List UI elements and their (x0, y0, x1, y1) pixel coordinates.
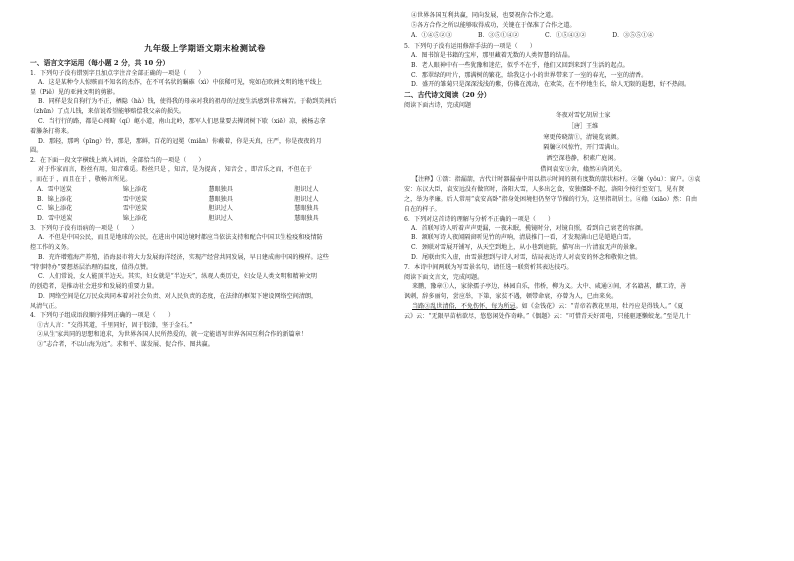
option-a-cont: 控工作的义务。 (30, 243, 73, 251)
passage-line: 讽刺，辞多丽句，尝应举，下第，家贫不遇，顿带命衰，亦曾为人，已由来矣。 (404, 293, 618, 301)
option-c (30, 205, 380, 212)
poem-line-2: 隔牖②风惊竹，开门雪满山。 (543, 144, 623, 152)
option-d: D．那轻，那鸣（pīng）铃，那是，那鲜，百花的冠冕（miǎn）你戴着，你是天真，庄严，你是夜夜的月 (38, 137, 322, 145)
passage-line: 云》云：“无限旱苗枯欲尽，悠悠闲处作奇峰。”《偶题》云：“可惜青天好雷电，只能驱逐懒蛟龙。”至是几十 (404, 312, 691, 320)
option-b: B．充许增殖海产养殖，沿海县市将大力发展海洋经济，实现产经营共同发展，早日建成南中国的模样。这些 (38, 253, 329, 261)
poem (404, 112, 762, 173)
option-c: C．人们常说，女人能顶半边天。其实，妇女就是“半边天”，纵观人类历史，妇女是人类文明和精神文明 (38, 273, 318, 281)
passage-line (404, 303, 762, 310)
question-6 (404, 216, 762, 262)
option-a: A．图书馆是书籍的宝库，那里藏着无数的人类智慧的结晶。 (411, 51, 574, 59)
option-d: D．③⑤⑤①④ (612, 31, 654, 39)
question-2 (30, 157, 380, 222)
note-line: 安：东汉大臣，袁安远没有做官时，洛阳大雪，人多出乞食，安独僵卧不起，洛阳令按行至安门，见有贤 (404, 186, 685, 194)
section-heading-1: 一、语言文字运用（每小题 2 分，共 10 分） (30, 58, 170, 67)
passage-line: 来鹏，豫章①人，家徐孺子亭边，林园自乐，伟桥，柳为义。大中、咸通②间，才名籍甚，麒工诗，善 (412, 283, 687, 291)
option-b (30, 196, 380, 203)
option-a: A．这是某种令人惊赅而不知名的杰作，在不可名状的瞩碓（xì）中依稀可见，宛如在欧洲文明的地平线上 (38, 78, 323, 86)
option-word: C．锦上添花 (37, 205, 73, 213)
page-title: 九年级上学期语文期末检测试卷 (144, 43, 266, 53)
option-b: B．同样是发自狗行为不正，栖隐（hà）钱，使得我的母亲对我的祖母的过度生活感到非常痛苦。于勒到美洲后 (38, 98, 337, 106)
option-a (30, 186, 380, 193)
option-word: 雪中送炭 (122, 205, 148, 213)
option-word: 锦上添花 (122, 185, 148, 193)
question-stem: 1．下列句子没有错别字且加点字注音全部正确的一项是（ ） (30, 69, 205, 77)
underlined-phrase: 当路③ (412, 302, 431, 310)
option-c-cont: 的创造者，是推动社会进步和发展的重要力量。 (30, 283, 158, 291)
option-word: B．锦上添花 (37, 195, 72, 203)
option-word: 锦上添花 (122, 215, 148, 223)
sentence-4: ④世界各国互利共赢，同向发展，也要祝你合作之道。 (411, 12, 558, 19)
option-word: 慧眼独具 (208, 185, 233, 193)
passage-line: 对于作家而言，粉丝有用，知音难觅。粉丝只是 ，知音，是为提高 ，知音会 ，即音乐之而，不但在于 (38, 166, 312, 174)
option-word: 雪中送炭 (122, 195, 148, 203)
passage-instruction: 阅读下面文言文，完成问题。 (404, 273, 484, 281)
poem-title: 冬夜对雪忆胡居士家 (555, 112, 611, 120)
classical-passage (404, 283, 762, 320)
poem-notes (404, 176, 762, 213)
poem-instruction: 阅读下面古诗，完成问题 (404, 102, 472, 110)
right-column (404, 12, 762, 323)
option-c-cont: 着籐条打将来。 (30, 127, 73, 135)
sentence-1: ①古人言：“交得其道，千里同好，固于胶漆，坚于金石。” (37, 321, 193, 329)
option-d: D．网络空间是亿万民众共同本着对社会负责、对人民负责的态度，在法律的框架下建设网络空间清朗， (38, 292, 318, 300)
question-stem: 2．在下面一段文字横线上填入词语，全部恰当的一项是（ ） (30, 157, 205, 165)
note-line: 自在的样子。 (404, 205, 441, 213)
poem-author: ［唐］王维 (567, 122, 599, 130)
option-word: D．雪中送炭 (37, 215, 73, 223)
underlined-sentence: 乱世清俗，不免伤怀，每为所忌 (430, 302, 516, 310)
option-d-cont: 风清气正。 (30, 302, 61, 310)
sentence-5: ⑤各方合作之所以能够取得成功，关键在于保准了合作之道。 (411, 21, 576, 29)
option-word: A．雪中送炭 (37, 185, 72, 193)
option-d (30, 215, 380, 222)
question-4-options (404, 32, 762, 39)
poem-line-1: 寒更传晓箭①，清镜览衰颜。 (543, 133, 623, 141)
option-a: A．首联写诗人听着声声更漏，一夜未眠，揽镜时分，对镜自照，看到自己衰老的容颜。 (411, 224, 647, 232)
option-b-cont: “特事特办”要想基层治理的温度，值得点赞。 (30, 263, 153, 271)
question-1 (30, 70, 380, 155)
option-a: A．不但是中国公民，而且是地球的公民，在进出中国边境时都应当依法支持和配合中国卫生检疫和疫情防 (38, 234, 323, 242)
option-word: 胆识过人 (294, 185, 319, 193)
question-stem: 3．下列句子没有语病的一项是（ ） (30, 225, 138, 232)
option-word: 慧眼独具 (208, 195, 233, 203)
question-5 (404, 43, 762, 89)
option-word: 慧眼独具 (294, 205, 319, 213)
option-c: C．那翠绿的叶片，那满树的繁花，给我这小小的世界带来了一室的春光，一室的清香。 (411, 71, 648, 79)
question-4 (30, 312, 380, 348)
option-word: 胆识过人 (208, 215, 233, 223)
option-a-cont: 显（Piě）见的亚洲文明的剪影。 (30, 88, 119, 96)
question-stem: 6．下列对这首诗的理解与分析不正确的一项是（ ） (404, 215, 555, 223)
passage-line: ，而在于 ，而且在于 ，敬畅言所见。 (30, 176, 132, 184)
question-7: 7．本诗中间两联为写雪景名句，请任选一联赏析其表达技巧。 (404, 263, 573, 271)
passage-text: 。如《金钱花》云：“青帝若教花里用，牡丹应是得钱人。”《夏 (515, 302, 684, 310)
option-b: B．颔联写诗人夜闻隔窗听见竹的声响，清晨推门一看，才发现满山已是皑皑白雪。 (411, 234, 635, 242)
question-stem: 5．下列句子没有运用修辞手法的一项是（ ） (404, 42, 536, 50)
option-d: D．盛开的雏菊只是深深浅浅的紫，仿佛在流动，在欢笑，在不停地生长，给人无限的遐想，好不热闹。 (411, 81, 691, 89)
option-d-cont: 圆。 (30, 147, 43, 155)
option-b: B．③⑤①④② (477, 31, 520, 39)
option-b-cont: （zhūn）了点儿钱，来信说希望能够赔偿我父亲的损失。 (30, 108, 186, 116)
option-d: D．尾联由实入虚，由雪景想到与诗人对雪，结局表达诗人对袁安的怀念和敬仰之情。 (411, 254, 642, 262)
sentence-2: ②从生'家共同的思想和追求，为世界各国人民所热爱的，就一定能谱写世界各国互利合作的新篇章！ (37, 331, 307, 339)
option-b: B．老人眼神中有一些犹豫和迷茫，似乎不在乎，他们又回到来到了生活的起点。 (411, 61, 629, 69)
section-heading-2: 二、古代诗文阅读（20 分） (404, 91, 491, 100)
poem-line-4: 借问袁安③舍，翛然④尚闭关。 (540, 165, 626, 173)
poem-line-3: 洒空深巷静，积素广庭闲。 (546, 155, 620, 163)
sentence-3: ③“志合者，不以山海为远”。求和平、谋发展、促合作、图共赢。 (37, 341, 214, 349)
option-word: 慧眼独具 (294, 215, 319, 223)
note-line: 之，举为孝廉。后人常用“袁安高卧”指身处困境但仍坚守节操的行为，这里指胡居士。④翛（xiāo）然：自由 (404, 195, 698, 203)
option-c: C．①⑤④③② (545, 31, 587, 39)
question-3 (30, 225, 380, 310)
option-word: 胆识过人 (294, 195, 319, 203)
option-word: 胆识过人 (208, 205, 233, 213)
note-line: 【注释】①箭：指漏箭，古代计时器漏壶中用以指示时间的刻有度数的箭状标杆。②牖（yǒu）：窗户。③袁 (412, 176, 701, 184)
option-c: C．当行行的路，都是心闯畸（qí）岖小道，南山北岭，那军人们思量要去撵闭树下歇（xiē）凉，被杨志拿 (38, 118, 326, 125)
left-column (30, 12, 380, 351)
question-stem: 4．下列句子组成语段顺序排列正确的一项是（ ） (30, 312, 175, 320)
option-c: C．颈联对雪展开铺写，从天空到地上，从小巷到庭院，描写出一片清寂无声的景象。 (411, 244, 642, 252)
option-a: A．①④⑤②③ (411, 31, 452, 39)
